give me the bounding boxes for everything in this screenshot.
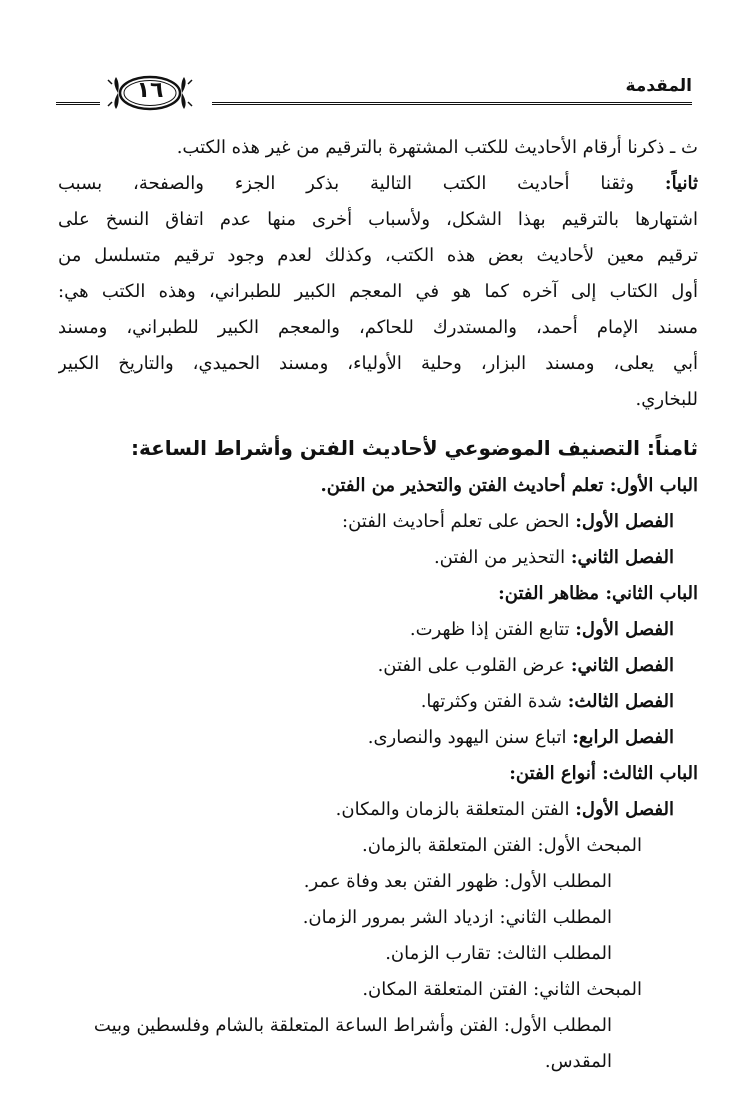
outline-label: الباب الثالث: bbox=[602, 763, 698, 784]
outline-label: الباب الأول: bbox=[609, 475, 698, 496]
outline-label: الفصل الثاني: bbox=[570, 547, 674, 568]
outline-text: المبحث الأول: الفتن المتعلقة بالزمان. bbox=[361, 835, 642, 856]
thaniyan-label: ثانياً: bbox=[664, 173, 698, 194]
outline-label: الفصل الثاني: bbox=[570, 655, 674, 676]
outline-label: الفصل الأول: bbox=[575, 511, 674, 532]
outline-entry bbox=[58, 504, 698, 540]
outline-text: أنواع الفتن: bbox=[509, 763, 603, 784]
outline-label: الفصل الرابع: bbox=[572, 727, 674, 748]
outline-entry bbox=[58, 468, 698, 504]
page-number-ornament bbox=[104, 72, 196, 114]
paragraph-line: للبخاري. bbox=[635, 389, 698, 410]
header-rule-short bbox=[56, 102, 100, 109]
outline-entry bbox=[58, 900, 698, 936]
outline-entry bbox=[58, 684, 698, 720]
outline-entry bbox=[58, 720, 698, 756]
outline-text: المطلب الثاني: ازدياد الشر بمرور الزمان. bbox=[302, 907, 612, 928]
outline-label: الفصل الثالث: bbox=[567, 691, 674, 712]
outline-text: المطلب الثالث: تقارب الزمان. bbox=[385, 943, 612, 964]
outline-text: مظاهر الفتن: bbox=[498, 583, 606, 604]
outline-text: شدة الفتن وكثرتها. bbox=[420, 691, 568, 712]
outline-entry bbox=[58, 828, 698, 864]
paragraph-line: ث ـ ذكرنا أرقام الأحاديث للكتب المشتهرة بالترقيم من غير هذه الكتب. bbox=[176, 137, 698, 158]
paragraph-text: وثقنا أحاديث الكتب التالية بذكر الجزء والصفحة، بسبب bbox=[58, 173, 665, 194]
outline-entry bbox=[58, 540, 698, 576]
outline-text: التحذير من الفتن. bbox=[433, 547, 571, 568]
header-rule bbox=[212, 102, 692, 109]
outline-entry bbox=[58, 576, 698, 612]
paragraph-line bbox=[58, 166, 698, 202]
outline-text: الحض على تعلم أحاديث الفتن: bbox=[342, 511, 576, 532]
page-number: ١٦ bbox=[136, 78, 164, 103]
outline-entry bbox=[58, 1044, 698, 1080]
outline-text: اتباع سنن اليهود والنصارى. bbox=[367, 727, 573, 748]
outline-entry bbox=[58, 1008, 698, 1044]
outline-text: تعلم أحاديث الفتن والتحذير من الفتن. bbox=[320, 475, 610, 496]
paragraph-line: اشتهارها بالترقيم بهذا الشكل، ولأسباب أخرى منها عدم اتفاق النسخ على bbox=[58, 209, 698, 230]
paragraph-line: مسند الإمام أحمد، والمستدرك للحاكم، والمعجم الكبير للطبراني، ومسند bbox=[58, 317, 698, 338]
outline-entry bbox=[58, 792, 698, 828]
paragraph-line: ترقيم معين لأحاديث بعض هذه الكتب، وكذلك لعدم وجود ترقيم متسلسل من bbox=[58, 245, 698, 266]
outline-text: المطلب الأول: ظهور الفتن بعد وفاة عمر. bbox=[303, 871, 612, 892]
outline-text: تتابع الفتن إذا ظهرت. bbox=[409, 619, 576, 640]
page-header bbox=[56, 72, 692, 116]
outline-entry bbox=[58, 612, 698, 648]
outline-entry bbox=[58, 972, 698, 1008]
outline-label: الباب الثاني: bbox=[605, 583, 698, 604]
outline-label: الفصل الأول: bbox=[575, 799, 674, 820]
outline-text: عرض القلوب على الفتن. bbox=[377, 655, 571, 676]
paragraph-line: أبي يعلى، ومسند البزار، وحلية الأولياء، ومسند الحميدي، والتاريخ الكبير bbox=[58, 353, 698, 374]
running-title: المقدمة bbox=[625, 76, 692, 96]
outline-text: المطلب الأول: الفتن وأشراط الساعة المتعلقة بالشام وفلسطين وبيت bbox=[93, 1015, 612, 1036]
outline-text: المقدس. bbox=[544, 1051, 612, 1072]
page-body bbox=[58, 130, 698, 1080]
outline-label: الفصل الأول: bbox=[575, 619, 674, 640]
topic-outline bbox=[58, 468, 698, 1080]
section-heading: ثامناً: التصنيف الموضوعي لأحاديث الفتن وأشراط الساعة: bbox=[130, 436, 698, 460]
outline-entry bbox=[58, 864, 698, 900]
outline-entry bbox=[58, 756, 698, 792]
paragraph-line: أول الكتاب إلى آخره كما هو في المعجم الكبير للطبراني، وهذه الكتب هي: bbox=[58, 281, 698, 302]
outline-text: الفتن المتعلقة بالزمان والمكان. bbox=[335, 799, 576, 820]
outline-entry bbox=[58, 648, 698, 684]
outline-entry bbox=[58, 936, 698, 972]
outline-text: المبحث الثاني: الفتن المتعلقة المكان. bbox=[362, 979, 642, 1000]
